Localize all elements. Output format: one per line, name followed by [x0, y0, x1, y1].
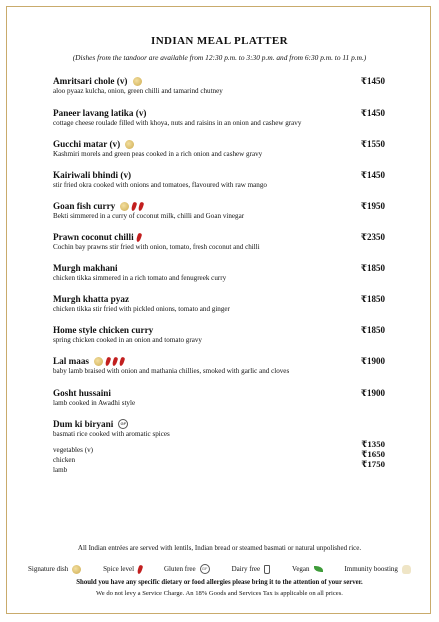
signature-dish-icon [94, 357, 103, 366]
dairy-free-icon [264, 565, 270, 574]
immunity-boosting-icon [402, 565, 411, 574]
menu-item-dum-ki-biryani [53, 418, 385, 474]
variant-price: ₹1350 [361, 439, 385, 449]
variant-price: ₹1750 [361, 459, 385, 469]
chilli-icon [137, 564, 144, 574]
item-description: cottage cheese roulade filled with khoya, nuts and raisins in an onion and cashew gravy [53, 119, 302, 127]
menu-item-murgh-makhani [53, 262, 385, 283]
item-price: ₹1950 [360, 201, 385, 211]
item-price: ₹1850 [360, 263, 385, 273]
item-name: Goan fish curry [53, 201, 116, 211]
item-description: chicken tikka simmered in a rich tomato and fenugreek curry [53, 274, 227, 282]
item-name: Paneer lavang latika (v) [53, 108, 147, 118]
menu-item-gucchi-matar [53, 138, 385, 159]
item-price: ₹1850 [360, 294, 385, 304]
item-description: Cochin bay prawns stir fried with onion, tomato, fresh coconut and chilli [53, 243, 260, 251]
gluten-free-icon: GF [200, 564, 210, 574]
signature-dish-icon [72, 565, 81, 574]
item-price: ₹1450 [360, 108, 385, 118]
item-name: Dum ki biryani [53, 419, 114, 429]
variant-row [53, 459, 385, 474]
item-description: baby lamb braised with onion and mathania chillies, smoked with garlic and cloves [53, 367, 290, 375]
allergy-disclaimer: Should you have any specific dietary or food allergies please bring it to the attention of your server. [76, 579, 363, 586]
item-price: ₹1550 [360, 139, 385, 149]
chilli-icon [105, 356, 112, 366]
legend-spice: Spice level [103, 565, 142, 574]
menu-item-home-style-chicken-curry [53, 324, 385, 345]
item-description: spring chicken cooked in an onion and tomato gravy [53, 336, 202, 344]
legend-vegan: Vegan [292, 565, 323, 573]
variant-label: chicken [53, 456, 76, 464]
vegan-leaf-icon [314, 566, 323, 572]
item-description: chicken tikka stir fried with pickled onions, tomato and ginger [53, 305, 230, 313]
item-description: basmati rice cooked with aromatic spices [53, 430, 170, 438]
chilli-icon [112, 356, 119, 366]
legend-dairy-free: Dairy free [232, 565, 271, 574]
item-price: ₹1900 [360, 356, 385, 366]
menu-item-prawn-coconut-chilli [53, 231, 385, 252]
item-price: ₹1900 [360, 388, 385, 398]
item-price: ₹2350 [360, 232, 385, 242]
item-description: aloo pyaaz kulcha, onion, green chilli and tamarind chutney [53, 87, 223, 95]
item-name: Prawn coconut chilli [53, 232, 134, 242]
variant-price: ₹1650 [361, 449, 385, 459]
signature-dish-icon [133, 77, 142, 86]
item-name: Kairiwali bhindi (v) [53, 170, 132, 180]
menu-item-murgh-khatta-pyaz [53, 293, 385, 314]
item-description: stir fried okra cooked with onions and tomatoes, flavoured with raw mango [53, 181, 267, 189]
accompaniments-note: All Indian entrées are served with lentils, Indian bread or steamed basmati or natural unpolished rice. [77, 544, 362, 552]
item-name: Gucchi matar (v) [53, 139, 121, 149]
chilli-icon [131, 201, 138, 211]
item-description: Kashmiri morels and green peas cooked in a rich onion and cashew gravy [53, 150, 263, 158]
variant-label: lamb [53, 466, 68, 474]
item-name: Home style chicken curry [53, 325, 154, 335]
signature-dish-icon [120, 202, 129, 211]
item-price: ₹1450 [360, 76, 385, 86]
legend-immunity: Immunity boosting [344, 565, 410, 574]
service-charge-note: We do not levy a Service Charge. An 18% Goods and Services Tax is applicable on all prices. [96, 590, 343, 597]
item-price: ₹1450 [360, 170, 385, 180]
menu-item-lal-maas [53, 355, 385, 376]
item-description: Bekti simmered in a curry of coconut milk, chilli and Goan vinegar [53, 212, 245, 220]
item-name: Lal maas [53, 356, 89, 366]
chilli-icon [119, 356, 126, 366]
chilli-icon [138, 201, 145, 211]
item-name: Murgh khatta pyaz [53, 294, 130, 304]
menu-title: INDIAN MEAL PLATTER [151, 35, 288, 47]
menu-item-amritsari-chole [53, 75, 385, 96]
item-name: Gosht hussaini [53, 388, 111, 398]
variant-label: vegetables (v) [53, 446, 93, 454]
menu-subtitle: (Dishes from the tandoor are available from 12:30 p.m. to 3:30 p.m. and from 6:30 p.m. to 11 p.m.) [72, 53, 367, 62]
legend-signature: Signature dish [28, 565, 81, 574]
menu-item-paneer-lavang-latika [53, 107, 385, 128]
signature-dish-icon [125, 140, 134, 149]
menu-item-goan-fish-curry [53, 200, 385, 221]
chilli-icon [135, 232, 142, 242]
item-name: Murgh makhani [53, 263, 118, 273]
legend-gluten-free: Gluten free GF [164, 564, 210, 574]
gluten-free-icon: GF [118, 419, 128, 429]
menu-item-gosht-hussaini [53, 387, 385, 408]
item-name: Amritsari chole (v) [53, 76, 128, 86]
menu-item-kairiwali-bhindi [53, 169, 385, 190]
item-price: ₹1850 [360, 325, 385, 335]
item-description: lamb cooked in Awadhi style [53, 399, 136, 407]
dietary-legend [28, 564, 411, 574]
